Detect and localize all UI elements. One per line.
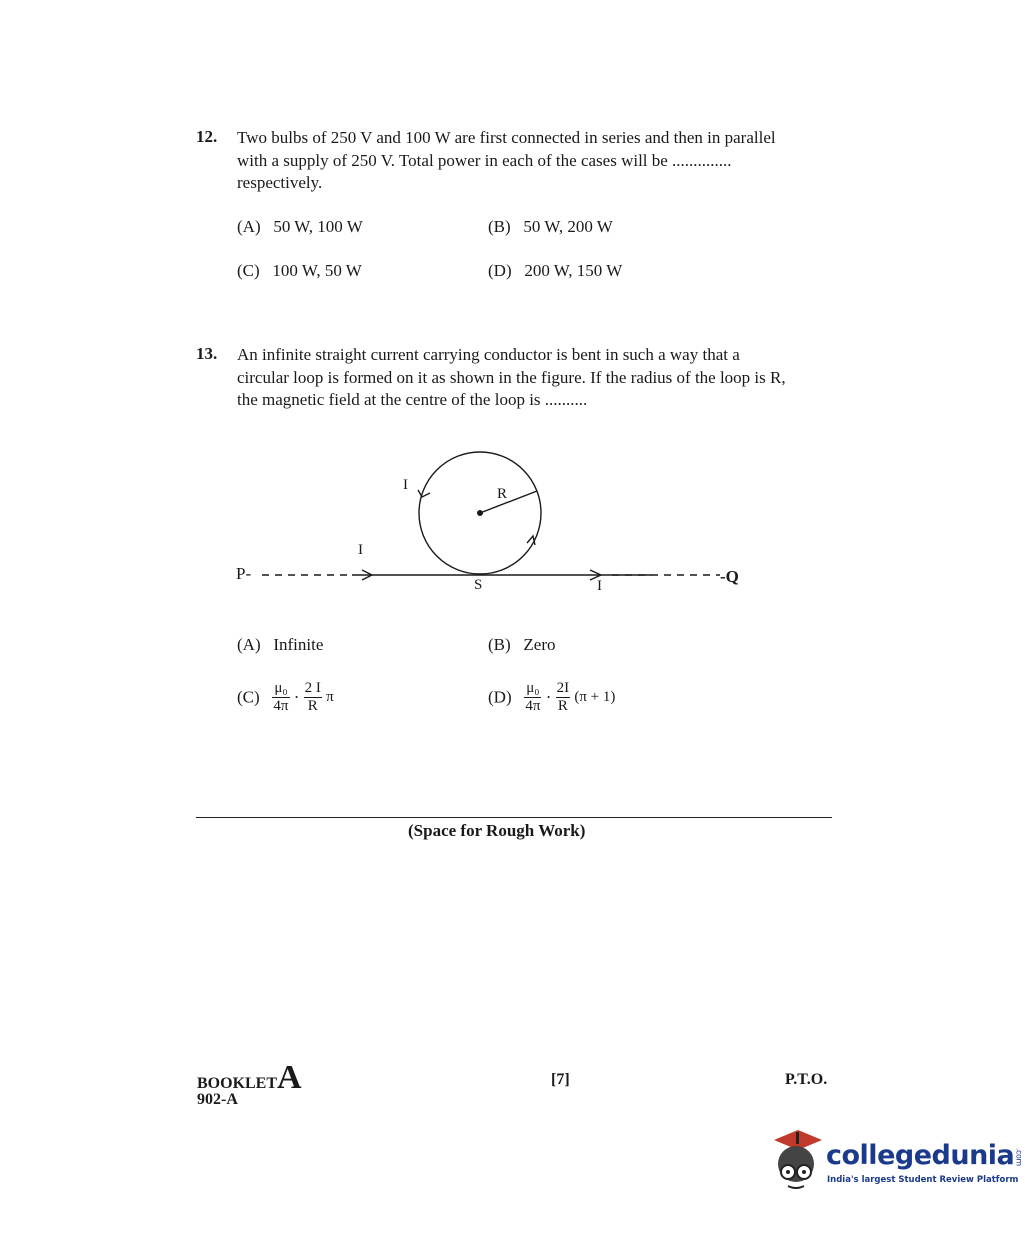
rough-work-label: (Space for Rough Work) [408, 821, 586, 840]
option-text: 50 W, 100 W [273, 217, 363, 236]
fraction-numerator: μ₀ [526, 680, 540, 696]
fraction-2i-r [556, 680, 571, 715]
option-label: (D) [488, 261, 512, 280]
q12-line2: with a supply of 250 V. Total power in each of the cases will be .............. [237, 150, 732, 170]
label-q: -Q [720, 567, 739, 586]
logo-name: collegedunia [826, 1140, 1015, 1171]
centre-dot [477, 510, 483, 516]
fraction-denominator: R [557, 698, 568, 714]
fraction-mu0-4pi [524, 680, 541, 715]
arrow-loop-top [418, 490, 430, 497]
fraction-numerator: 2I [556, 680, 570, 696]
collegedunia-mascot-icon [766, 1128, 826, 1194]
collegedunia-wordmark [826, 1140, 1023, 1171]
q12-number: 12. [196, 127, 218, 146]
fraction-numerator: μ₀ [274, 680, 288, 696]
label-r: R [497, 486, 508, 502]
q13-number: 13. [196, 344, 218, 363]
booklet-letter: A [277, 1059, 302, 1096]
option-label: (D) [488, 687, 512, 707]
option-text: 100 W, 50 W [272, 261, 362, 280]
page-number: [7] [551, 1071, 570, 1088]
logo-tagline: India's largest Student Review Platform [827, 1175, 1019, 1185]
divider-rule [196, 817, 832, 818]
fraction-mu0-4pi [272, 680, 289, 715]
option-tail: (π + 1) [574, 689, 616, 705]
booklet-label [197, 1059, 302, 1096]
label-i-left: I [358, 542, 363, 558]
option-label: (A) [237, 635, 261, 654]
option-text: 50 W, 200 W [523, 217, 613, 236]
option-label: (B) [488, 217, 511, 236]
fraction-numerator: 2 I [304, 680, 321, 696]
option-tail: π [326, 689, 334, 705]
logo-suffix: .com [1014, 1147, 1024, 1166]
fraction-denominator: 4π [273, 698, 289, 714]
q13-option-a [237, 635, 323, 655]
q12-line3: respectively. [237, 173, 323, 192]
option-text: Zero [523, 635, 556, 654]
option-text: 200 W, 150 W [524, 261, 623, 280]
fraction-2i-r [304, 680, 322, 715]
label-p: P- [236, 564, 252, 583]
label-i-right: I [597, 578, 602, 594]
label-s: S [474, 577, 483, 593]
booklet-text: BOOKLET [197, 1075, 278, 1092]
q13-line1: An infinite straight current carrying conductor is bent in such a way that a [237, 345, 740, 364]
q13-option-c: (C) $\frac{\text{μ₀}}{4\pi}$ · $\frac{2 I}{R}$ π [237, 680, 334, 714]
option-label: (A) [237, 217, 261, 236]
q13-option-d: (D) $\frac{\text{μ₀}}{4\pi}$ · $\frac{2I}{R}$ (π + 1) [488, 680, 616, 714]
q13-option-b [488, 635, 556, 655]
option-text: Infinite [273, 635, 324, 654]
label-i-top: I [403, 477, 408, 493]
q13-line3: the magnetic field at the centre of the loop is .......... [237, 390, 588, 409]
option-label: (C) [237, 687, 260, 707]
option-label: (B) [488, 635, 511, 654]
pto-label: P.T.O. [785, 1071, 828, 1088]
radius-line [480, 491, 537, 513]
arrow-loop-right [527, 536, 535, 545]
fraction-denominator: R [307, 698, 318, 714]
q13-line2: circular loop is formed on it as shown in the figure. If the radius of the loop is R, [237, 367, 786, 387]
option-label: (C) [237, 261, 260, 280]
fraction-denominator: 4π [525, 698, 541, 714]
booklet-code: 902-A [197, 1091, 238, 1108]
q12-line1: Two bulbs of 250 V and 100 W are first connected in series and then in parallel [237, 128, 776, 147]
